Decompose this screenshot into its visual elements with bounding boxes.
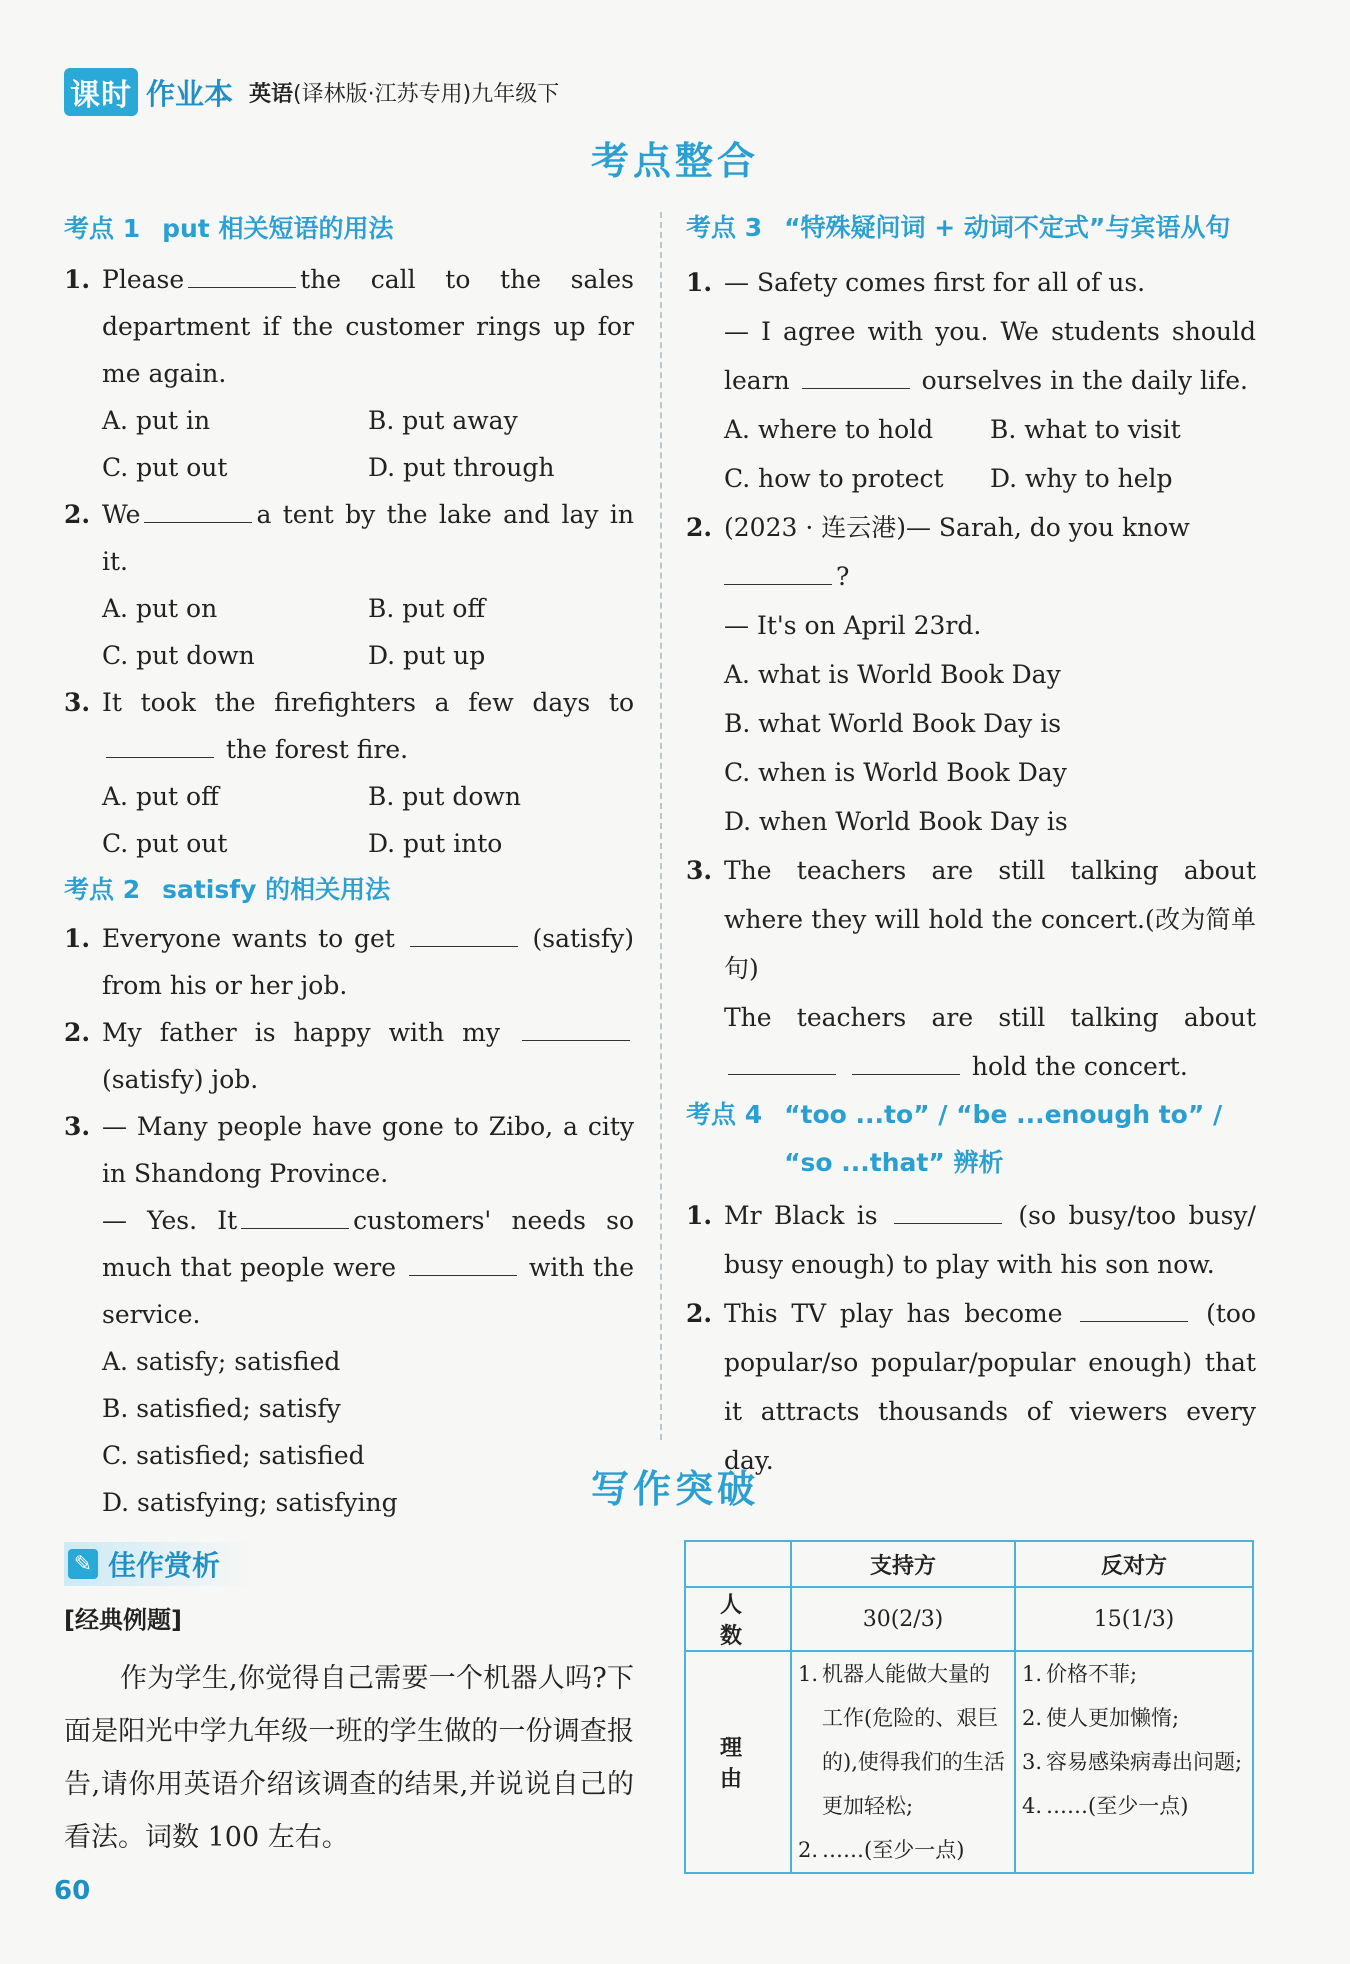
reason-text: ……(至少一点) <box>1046 1794 1189 1818</box>
table-row-count <box>685 1587 1253 1651</box>
kp2-label: 考点 2 <box>64 875 141 904</box>
answer-blank[interactable] <box>106 729 214 758</box>
list-item <box>1022 1652 1246 1696</box>
list-item <box>1022 1784 1246 1828</box>
reason-num: 1. <box>1022 1662 1043 1686</box>
answer-blank[interactable] <box>852 1046 960 1075</box>
kp2-heading <box>64 867 634 913</box>
option[interactable]: C. put out <box>102 829 228 858</box>
reason-text: ……(至少一点) <box>822 1838 965 1862</box>
kp3-q2-answer: — It's on April 23rd. <box>724 611 982 640</box>
q-text: a tent by the lake and lay in it. <box>102 500 634 576</box>
reason-num: 4. <box>1022 1794 1043 1818</box>
q-number: 1. <box>686 1201 713 1230</box>
kp1-q3 <box>64 679 634 773</box>
option[interactable]: D. put through <box>368 453 555 482</box>
option[interactable]: D. when World Book Day is <box>724 807 1068 836</box>
brand-name: 作业本 <box>146 76 234 111</box>
book-info <box>249 77 559 108</box>
kp1-q3-options <box>64 773 634 867</box>
answer-blank[interactable] <box>144 494 252 523</box>
list-item <box>798 1652 1008 1828</box>
kp4-q1 <box>686 1191 1256 1289</box>
kp4-heading <box>686 1091 1256 1187</box>
answer-blank[interactable] <box>802 360 910 389</box>
answer-blank[interactable] <box>522 1012 630 1041</box>
section-title-kaodian: 考点整合 <box>590 138 759 183</box>
option[interactable]: A. put off <box>102 782 219 811</box>
q-text: ? <box>836 562 850 591</box>
reason-num: 2. <box>798 1838 819 1862</box>
kp3-q3 <box>686 846 1256 993</box>
left-column <box>64 206 634 1526</box>
q-text: We <box>102 500 141 529</box>
row-label-count: 人 数 <box>685 1587 791 1651</box>
kp1-heading <box>64 206 634 252</box>
kp3-q1-reply <box>686 307 1256 405</box>
reason-num: 2. <box>1022 1706 1043 1730</box>
kp2-q2 <box>64 1009 634 1103</box>
q-text: ourselves in the daily life. <box>921 366 1248 395</box>
table-corner <box>685 1541 791 1587</box>
kp1-q2 <box>64 491 634 585</box>
kp4-label: 考点 4 <box>686 1100 763 1129</box>
kp3-q1-options <box>686 405 1256 503</box>
q-text: The teachers are still talking about <box>724 1003 1256 1032</box>
option[interactable]: D. why to help <box>990 464 1173 493</box>
col-pro: 支持方 <box>791 1541 1015 1587</box>
reason-num: 3. <box>1022 1750 1043 1774</box>
q-number: 1. <box>686 268 713 297</box>
answer-blank[interactable] <box>409 1247 517 1276</box>
q-text: (satisfy) job. <box>102 1065 259 1094</box>
answer-blank[interactable] <box>188 259 296 288</box>
option[interactable]: D. put up <box>368 641 486 670</box>
q-text: — Safety comes first for all of us. <box>724 268 1146 297</box>
q-number: 2. <box>64 1018 91 1047</box>
q-number: 3. <box>686 856 713 885</box>
q-text: My father is happy with my <box>102 1018 501 1047</box>
option[interactable]: C. put out <box>102 453 228 482</box>
example-label: [经典例题] <box>64 1606 182 1634</box>
kp3-title: “特殊疑问词 + 动词不定式”与宾语从句 <box>784 213 1231 242</box>
writing-tag <box>64 1542 250 1586</box>
kp2-q3-reply <box>64 1197 634 1338</box>
section-title-writing: 写作突破 <box>590 1466 759 1511</box>
page-number: 60 <box>54 1876 91 1906</box>
row-label-reason: 理 由 <box>685 1651 791 1873</box>
answer-blank[interactable] <box>410 918 518 947</box>
con-count: 15(1/3) <box>1015 1587 1253 1651</box>
option[interactable]: B. what World Book Day is <box>724 709 1062 738</box>
q-number: 3. <box>64 688 91 717</box>
q-text: hold the concert. <box>971 1052 1188 1081</box>
option[interactable]: A. satisfy; satisfied <box>102 1347 341 1376</box>
list-item <box>1022 1696 1246 1740</box>
subject: 英语 <box>249 81 294 107</box>
answer-blank[interactable] <box>1080 1293 1188 1322</box>
edition: (译林版·江苏专用)九年级下 <box>293 81 560 107</box>
option[interactable]: B. what to visit <box>990 415 1181 444</box>
q-text: This TV play has become <box>724 1299 1063 1328</box>
option[interactable]: A. put on <box>102 594 218 623</box>
q-number: 2. <box>64 500 91 529</box>
kp3-q2 <box>686 503 1256 601</box>
option[interactable]: B. put off <box>368 594 486 623</box>
kp3-label: 考点 3 <box>686 213 763 242</box>
kp1-label: 考点 1 <box>64 214 141 243</box>
kp3-heading <box>686 204 1256 252</box>
writing-prompt: 作为学生,你觉得自己需要一个机器人吗?下面是阳光中学九年级一班的学生做的一份调查报告,请你用英语介绍该调查的结果,并说说自己的看法。词数 100 左右。 <box>64 1663 634 1853</box>
kp1-q1-options <box>64 397 634 491</box>
q-text: Everyone wants to get <box>102 924 395 953</box>
kp2-q1 <box>64 915 634 1009</box>
table-header-row <box>685 1541 1253 1587</box>
q-text: (too popular/so popular/popular enough) that it attracts thousands of viewers every day. <box>724 1299 1256 1475</box>
survey-table <box>684 1540 1254 1874</box>
q-text: the forest fire. <box>225 735 409 764</box>
right-column <box>686 204 1256 1485</box>
q-text: customers' needs so much that people were <box>102 1206 635 1282</box>
pro-count: 30(2/3) <box>791 1587 1015 1651</box>
q-text: with the service. <box>102 1253 634 1329</box>
option[interactable]: A. put in <box>102 406 211 435</box>
q-text: (2023 · 连云港)— Sarah, do you know <box>724 513 1190 542</box>
kp2-q3 <box>64 1103 634 1197</box>
kp3-q1 <box>686 258 1256 307</box>
option[interactable]: B. put away <box>368 406 518 435</box>
q-text: — Yes. It <box>102 1206 238 1235</box>
reason-text: 容易感染病毒出问题; <box>1046 1750 1243 1774</box>
q-number: 1. <box>64 924 91 953</box>
reason-text: 使人更加懒惰; <box>1046 1706 1180 1730</box>
option[interactable]: D. put into <box>368 829 503 858</box>
con-reasons <box>1015 1651 1253 1873</box>
header <box>64 68 559 116</box>
col-con: 反对方 <box>1015 1541 1253 1587</box>
option[interactable]: B. satisfied; satisfy <box>102 1394 341 1423</box>
reason-num: 1. <box>798 1662 819 1686</box>
kp1-q1 <box>64 256 634 397</box>
kp4-title: “too ...to” / “be ...enough to” / “so ...that” 辨析 <box>784 1100 1223 1177</box>
kp4-q2 <box>686 1289 1256 1485</box>
column-divider <box>660 212 662 1440</box>
q-number: 1. <box>64 265 91 294</box>
option[interactable]: A. what is World Book Day <box>724 660 1061 689</box>
option[interactable]: D. satisfying; satisfying <box>102 1488 398 1517</box>
answer-blank[interactable] <box>894 1195 1002 1224</box>
option[interactable]: B. put down <box>368 782 521 811</box>
q-number: 2. <box>686 1299 713 1328</box>
q-number: 2. <box>686 513 713 542</box>
kp1-q2-options <box>64 585 634 679</box>
option[interactable]: C. satisfied; satisfied <box>102 1441 365 1470</box>
option[interactable]: C. how to protect <box>724 464 944 493</box>
q-number: 3. <box>64 1112 91 1141</box>
q-text: (so busy/too busy/ busy enough) to play with his son now. <box>724 1201 1256 1279</box>
q-text: — Many people have gone to Zibo, a city in Shandong Province. <box>102 1112 634 1188</box>
kp2-title: satisfy 的相关用法 <box>162 875 391 904</box>
q-text: — I agree with you. We students should learn <box>724 317 1256 395</box>
q-text: the call to the sales department if the customer rings up for me again. <box>102 265 634 388</box>
list-item <box>1022 1740 1246 1784</box>
answer-blank[interactable] <box>241 1200 349 1229</box>
q-text: Mr Black is <box>724 1201 878 1230</box>
reason-text: 价格不菲; <box>1046 1662 1138 1686</box>
writing-tag-label: 佳作赏析 <box>108 1549 221 1582</box>
kp3-q3-rewrite <box>686 993 1256 1091</box>
brand-logo: 课时 <box>64 68 138 116</box>
option[interactable]: C. when is World Book Day <box>724 758 1067 787</box>
q-text: Please <box>102 265 185 294</box>
kp1-title: put 相关短语的用法 <box>162 214 394 243</box>
q-text: The teachers are still talking about where they will hold the concert.(改为简单句) <box>724 856 1256 983</box>
answer-blank[interactable] <box>728 1046 836 1075</box>
kp3-q2-options <box>686 650 1256 846</box>
pro-reasons <box>791 1651 1015 1873</box>
q-text: It took the firefighters a few days to <box>102 688 634 717</box>
reason-text: 机器人能做大量的工作(危险的、艰巨的),使得我们的生活更加轻松; <box>822 1662 1005 1818</box>
option[interactable]: A. where to hold <box>724 415 934 444</box>
table-row-reasons <box>685 1651 1253 1873</box>
list-item <box>798 1828 1008 1872</box>
answer-blank[interactable] <box>724 556 832 585</box>
pencil-icon: ✎ <box>68 1549 98 1579</box>
option[interactable]: C. put down <box>102 641 255 670</box>
q-text: (satisfy) from his or her job. <box>102 924 634 1000</box>
